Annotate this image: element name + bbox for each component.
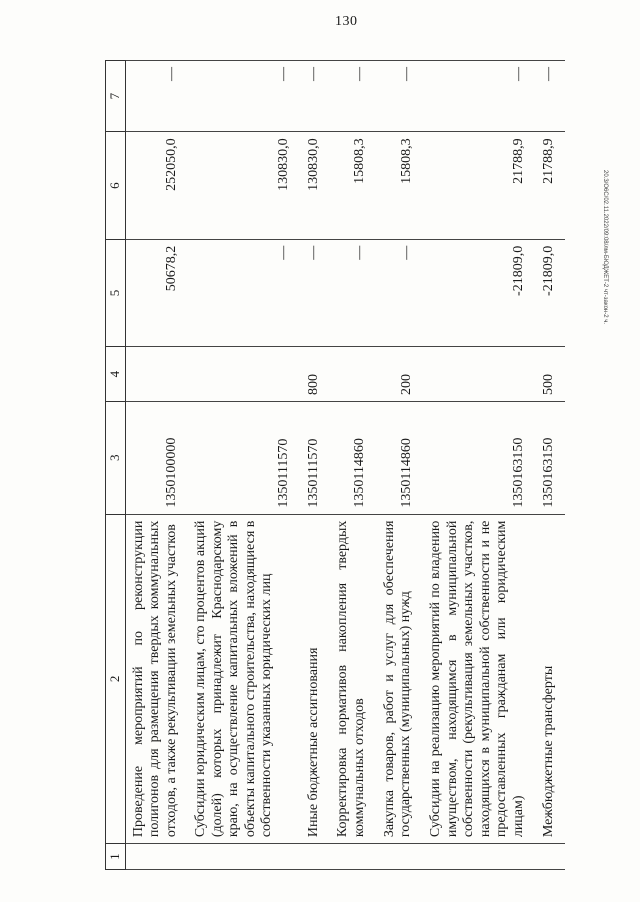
column-header-7: 7 <box>106 61 126 132</box>
row-value-col6: 252050,0 <box>125 132 188 239</box>
row-code: 1350163150 <box>536 401 566 514</box>
row-value-col5: 50678,2 <box>125 239 188 346</box>
table-row <box>377 61 424 870</box>
row-name: Субсидии юридическим лицам, сто процентов акций (долей) которых принадлежит Краснодарскому краю, на осуществление капитальных вложений в объекты капитального строительства, находящиеся в собственности указанных юридических лиц <box>188 514 301 844</box>
row-value-col6: 130830,0 <box>188 132 301 239</box>
row-value-col6: 15808,3 <box>377 132 424 239</box>
row-number-cell <box>125 844 188 870</box>
row-number-cell <box>423 844 536 870</box>
row-value-col5: -21809,0 <box>423 239 536 346</box>
row-value-col5: — <box>377 239 424 346</box>
row-value-col6: 15808,3 <box>330 132 377 239</box>
row-name: Межбюджетные трансферты <box>536 514 566 844</box>
row-code: 1350114860 <box>377 401 424 514</box>
table-row <box>536 61 566 870</box>
row-value-col6: 130830,0 <box>301 132 331 239</box>
row-number-cell <box>536 844 566 870</box>
table-row <box>423 61 536 870</box>
row-value-col5: -21809,0 <box>536 239 566 346</box>
rotated-budget-table <box>105 60 605 870</box>
footer-code-text: 20.3/О6С/02.11.2022/09:08/лм-БЮДЖЕТ-2 чт-закон-2 ч. <box>602 170 608 325</box>
row-value-col5: — <box>188 239 301 346</box>
column-header-4: 4 <box>106 347 126 402</box>
row-type <box>188 347 301 402</box>
row-value-col7: — <box>330 61 377 132</box>
budget-table <box>105 60 565 870</box>
row-name: Закупка товаров, работ и услуг для обеспечения государственных (муниципальных) нужд <box>377 514 424 844</box>
row-value-col7: — <box>536 61 566 132</box>
row-number-cell <box>301 844 331 870</box>
row-value-col7: — <box>377 61 424 132</box>
row-value-col7: — <box>423 61 536 132</box>
table-row <box>301 61 331 870</box>
row-code: 1350163150 <box>423 401 536 514</box>
page-number: 130 <box>335 14 358 29</box>
column-header-6: 6 <box>106 132 126 239</box>
row-code: 1350100000 <box>125 401 188 514</box>
row-type <box>423 347 536 402</box>
column-header-1: 1 <box>106 844 126 870</box>
row-name: Иные бюджетные ассигнования <box>301 514 331 844</box>
row-type: 500 <box>536 347 566 402</box>
column-header-3: 3 <box>106 401 126 514</box>
row-value-col7: — <box>301 61 331 132</box>
row-name: Корректировка нормативов накопления твердых коммунальных отходов <box>330 514 377 844</box>
row-value-col5: — <box>330 239 377 346</box>
row-type: 200 <box>377 347 424 402</box>
row-number-cell <box>377 844 424 870</box>
row-value-col6: 21788,9 <box>536 132 566 239</box>
row-number-cell <box>330 844 377 870</box>
row-value-col7: — <box>188 61 301 132</box>
column-header-2: 2 <box>106 514 126 844</box>
row-code: 1350114860 <box>330 401 377 514</box>
table-row <box>125 61 188 870</box>
row-code: 1350111570 <box>188 401 301 514</box>
row-name: Проведение мероприятий по реконструкции полигонов для размещения твердых коммунальных отходов, а также рекультивации земельных участков <box>125 514 188 844</box>
table-row <box>330 61 377 870</box>
table-row <box>188 61 301 870</box>
row-value-col6: 21788,9 <box>423 132 536 239</box>
row-number-cell <box>188 844 301 870</box>
row-code: 1350111570 <box>301 401 331 514</box>
row-value-col7: — <box>125 61 188 132</box>
row-value-col5: — <box>301 239 331 346</box>
row-type <box>330 347 377 402</box>
table-header-row <box>106 61 126 870</box>
row-type <box>125 347 188 402</box>
row-name: Субсидии на реализацию мероприятий по владению имуществом, находящимся в муниципальной собственности (рекультивация земельных участков, находящихся в муниципальной собственности и не предоставленных гражданам или юридическим лицам) <box>423 514 536 844</box>
column-header-5: 5 <box>106 239 126 346</box>
row-type: 800 <box>301 347 331 402</box>
